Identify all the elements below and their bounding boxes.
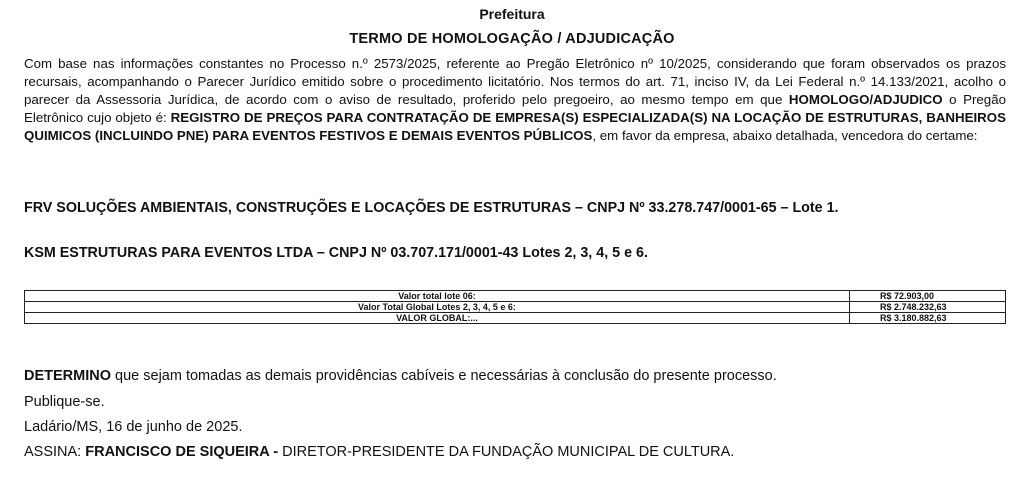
value-amount: R$ 3.180.882,63 <box>850 313 1006 324</box>
sign-prefix: ASSINA: <box>24 444 86 460</box>
determino-keyword: DETERMINO <box>24 368 111 384</box>
signer-name: FRANCISCO DE SIQUEIRA - <box>85 444 279 460</box>
value-label: Valor total lote 06: <box>25 291 850 302</box>
determino-line <box>24 368 777 384</box>
value-amount: R$ 2.748.232,63 <box>850 302 1006 313</box>
value-amount: R$ 72.903,00 <box>850 291 1006 302</box>
intro-paragraph <box>24 55 1006 145</box>
company-ksm: KSM ESTRUTURAS PARA EVENTOS LTDA – CNPJ Nº 03.707.171/0001-43 Lotes 2, 3, 4, 5 e 6. <box>24 245 648 261</box>
object-description: REGISTRO DE PREÇOS PARA CONTRATAÇÃO DE EMPRESA(S) ESPECIALIZADA(S) NA LOCAÇÃO DE ESTRUTURAS, BANHEIROS QUIMICOS (INCLUINDO PNE) PARA EVENTOS FESTIVOS E DEMAIS EVENTOS PÚBLICOS <box>24 110 1006 143</box>
values-table <box>24 290 1006 324</box>
signature-line <box>24 444 734 460</box>
table-row <box>25 291 1006 302</box>
signer-role: DIRETOR-PRESIDENTE DA FUNDAÇÃO MUNICIPAL DE CULTURA. <box>278 444 735 460</box>
place-date: Ladário/MS, 16 de junho de 2025. <box>24 419 243 435</box>
homologo-keyword: HOMOLOGO/ADJUDICO <box>788 92 943 107</box>
determino-text: que sejam tomadas as demais providências cabíveis e necessárias à conclusão do presente processo. <box>111 368 777 384</box>
value-label: Valor Total Global Lotes 2, 3, 4, 5 e 6: <box>25 302 850 313</box>
intro-text-1: Com base nas informações constantes no Processo n.º 2573/2025, referente ao Pregão Eletrônico nº 10/2025, considerando que foram observados os prazos recursais, acompanhando o Parecer Jurídico emitido sobre o procedimento licitatório. Nos termos do art. 71, inciso IV, da Lei Federal n.º 14.133/2021, acolho o parecer da Assessoria Jurídica, de acordo com o aviso de resultado, proferido pelo pregoeiro, ao mesmo tempo em que <box>24 56 1006 107</box>
document-org: Prefeitura <box>479 6 545 22</box>
intro-text-2: o Pregão Eletrônico cujo objeto é: <box>24 92 1006 125</box>
publique-line: Publique-se. <box>24 394 105 410</box>
value-label: VALOR GLOBAL:... <box>25 313 850 324</box>
document-title: TERMO DE HOMOLOGAÇÃO / ADJUDICAÇÃO <box>349 31 675 47</box>
table-row <box>25 302 1006 313</box>
company-frv: FRV SOLUÇÕES AMBIENTAIS, CONSTRUÇÕES E LOCAÇÕES DE ESTRUTURAS – CNPJ Nº 33.278.747/0001-65 – Lote 1. <box>24 200 839 216</box>
table-row <box>25 313 1006 324</box>
intro-text-3: , em favor da empresa, abaixo detalhada, vencedora do certame: <box>592 128 978 143</box>
